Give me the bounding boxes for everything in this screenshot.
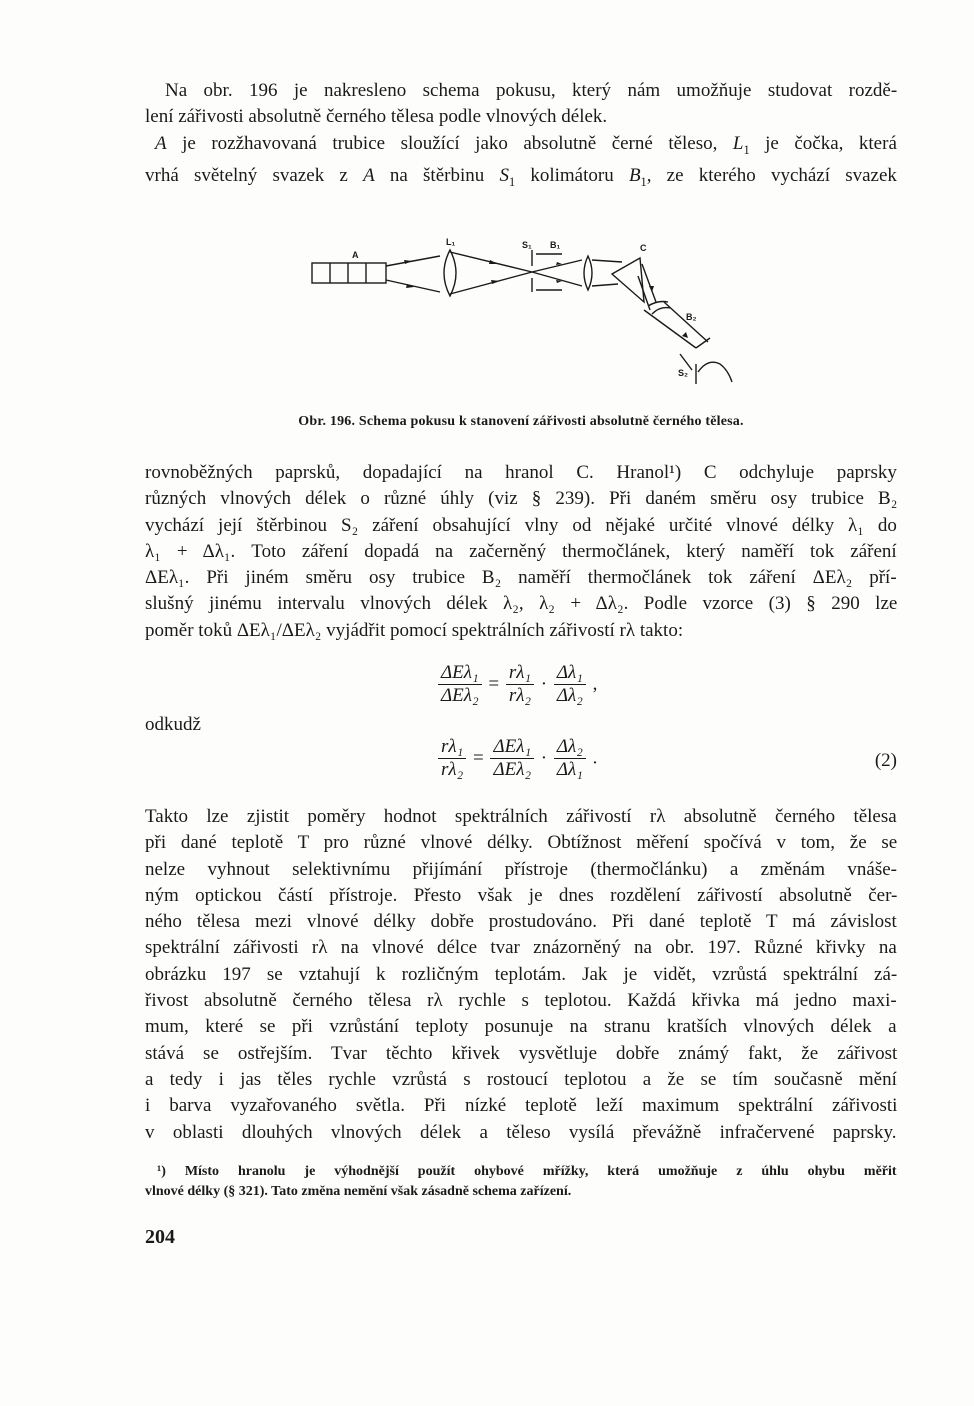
equation-number: (2) (874, 750, 897, 771)
text-line: ného tělesa mezi vlnové délky dobře prostudováno. Při dané teplotě T má závislost (145, 911, 897, 933)
text-line: i barva vyzařovaného světla. Při nízké teplotě leží maximum spektrální zářivosti (145, 1095, 898, 1117)
fraction (438, 736, 466, 781)
text-line: ΔEλ₁. Při jiném směru osy trubice B₂ naměří thermočlánek tok záření ΔEλ₂ pří- (145, 567, 897, 589)
text-line: spektrální zářivosti rλ na vlnové délce tvar znázorněný na obr. 197. Různé křivky na (145, 937, 897, 959)
text-fragment: na štěrbinu (374, 165, 500, 187)
label-A: A (352, 250, 359, 260)
equation-ratio: $\frac{\text{ΔEλ₁}}{\text{ΔEλ₂}}$ = $\frac{\text{rλ₁}}{\text{rλ₂}}$ · $\frac{\text{Δλ₁}}{\text{Δλ₂}}$ , (436, 662, 597, 707)
subscript: 1 (640, 174, 647, 189)
lens-L1 (444, 250, 456, 296)
text-fragment: , ze kterého vychází svazek (646, 165, 897, 187)
paragraph-prism (145, 460, 897, 644)
label-L1: L₁ (446, 237, 456, 247)
paragraph-results (145, 804, 897, 1146)
numerator: ΔEλ₁ (490, 736, 534, 759)
subscript: 1 (508, 174, 516, 189)
equation-2: $\frac{\text{rλ₁}}{\text{rλ₂}}$ = $\frac{\text{ΔEλ₁}}{\text{ΔEλ₂}}$ · $\frac{\text{Δλ₂}}{\text{Δλ₁}}$ . (436, 736, 597, 781)
symbol-B: B (628, 165, 641, 187)
denominator: ΔEλ₂ (441, 685, 479, 706)
text-line (145, 131, 897, 163)
text-line: lení zářivosti absolutně černého tělesa podle vlnových délek. (145, 106, 608, 128)
text-line: stává se ostřejším. Tvar těchto křivek vysvětluje dobře známý fakt, že zářivost (145, 1042, 898, 1064)
label-S2: S₂ (678, 368, 689, 378)
numerator: rλ₁ (506, 662, 534, 685)
paragraph-apparatus (145, 131, 897, 195)
text-line: v oblasti dlouhých vlnových délek a těleso vysílá převážně infračervené paprsky. (145, 1121, 897, 1143)
numerator: Δλ₁ (554, 662, 586, 685)
text-line: mum, které se při vzrůstání teploty posunuje na stranu kratších vlnových délek a (145, 1016, 897, 1038)
text-line: a tedy i jas těles rychle vzrůstá s rostoucí teplotou a že se tím současně mění (145, 1068, 897, 1090)
fraction (506, 662, 534, 707)
text-line: slušný jinému intervalu vlnových délek λ₂, λ₂ + Δλ₂. Podle vzorce (3) § 290 lze (145, 593, 898, 615)
fraction (554, 662, 586, 707)
text-line: poměr toků ΔEλ₁/ΔEλ₂ vyjádřit pomocí spektrálních zářivostí rλ takto: (145, 619, 684, 641)
denominator: Δλ₂ (556, 685, 583, 706)
text-line (145, 163, 897, 195)
text-fragment: kolimátoru (515, 165, 629, 187)
footnote-line: ¹) Místo hranolu je výhodnější použít ohybové mřížky, která umožňuje z úhlu ohybu měřit (157, 1164, 897, 1179)
numerator: Δλ₂ (554, 736, 586, 759)
lens-B1 (584, 256, 592, 290)
text-line: Takto lze zjistit poměry hodnot spektrálních zářivostí rλ absolutně černého tělesa (145, 806, 897, 827)
text-line: rovnoběžných paprsků, dopadající na hranol C. Hranol¹) C odchyluje paprsky (145, 462, 897, 483)
symbol-A: A (363, 165, 375, 187)
denominator: Δλ₁ (556, 759, 583, 780)
fraction (438, 662, 482, 707)
text-line: obrázku 197 se vztahují k rozličným teplotám. Jak je vidět, vzrůstá spektrální zá- (145, 963, 898, 985)
numerator: rλ₁ (438, 736, 466, 759)
symbol-A: A (155, 133, 167, 154)
text-line: Na obr. 196 je nakresleno schema pokusu, který nám umožňuje studovat rozdě- (165, 80, 898, 101)
paragraph-intro (145, 78, 897, 131)
text-line: různých vlnových délek o různé úhly (viz § 239). Při daném směru osy trubice B₂ (145, 488, 898, 510)
label-B2: B₂ (686, 312, 697, 322)
punctuation: , (592, 673, 598, 695)
punctuation: . (592, 747, 598, 769)
denominator: ΔEλ₂ (493, 759, 532, 780)
text-line: nelze vyhnout selektivnímu přijímání přístroje (thermočlánku) a změnám vnáše- (145, 858, 897, 880)
text-line: řivost absolutně černého tělesa rλ rychle s teplotou. Každá křivka má jedno maxi- (145, 990, 897, 1012)
text-line: vychází její štěrbinou S₂ záření obsahující vlny od nějaké určité vlnové délky λ₁ do (145, 514, 897, 536)
tube-A (312, 263, 386, 283)
footnote (145, 1162, 897, 1202)
fraction (490, 736, 534, 781)
label-B1: B₁ (550, 240, 561, 250)
symbol-L: L (732, 133, 744, 154)
text-line: λ₁ + Δλ₁. Toto záření dopadá na začerněný thermočlánek, který naměří tok záření (145, 540, 897, 562)
page-number: 204 (145, 1226, 175, 1248)
text-line: ným optickou částí přístroje. Přesto však je dnes rozdělení zářivostí absolutně čer- (145, 884, 898, 906)
label-C: C (640, 243, 647, 253)
figure-196-apparatus-diagram (300, 236, 750, 386)
text-fragment: vrhá světelný svazek z (145, 165, 364, 187)
text-odkudz: odkudž (145, 714, 201, 735)
denominator: rλ₂ (441, 759, 464, 780)
numerator: ΔEλ₁ (438, 662, 482, 685)
text-line: při dané teplotě T pro různé vlnové délky. Obtížnost měření spočívá v tom, že se (145, 832, 898, 854)
text-fragment: je rozžhavovaná trubice sloužící jako absolutně černé těleso, (166, 133, 733, 154)
symbol-S: S (499, 165, 509, 187)
footnote-line: vlnové délky (§ 321). Tato změna nemění však zásadně schema zařízení. (145, 1184, 572, 1199)
subscript: 1 (743, 142, 750, 157)
text-fragment: je čočka, která (749, 133, 897, 154)
fraction (554, 736, 586, 781)
label-S1: S₁ (522, 240, 532, 250)
denominator: rλ₂ (508, 685, 532, 706)
figure-caption: Obr. 196. Schema pokusu k stanovení zářivosti absolutně černého tělesa. (298, 414, 744, 429)
